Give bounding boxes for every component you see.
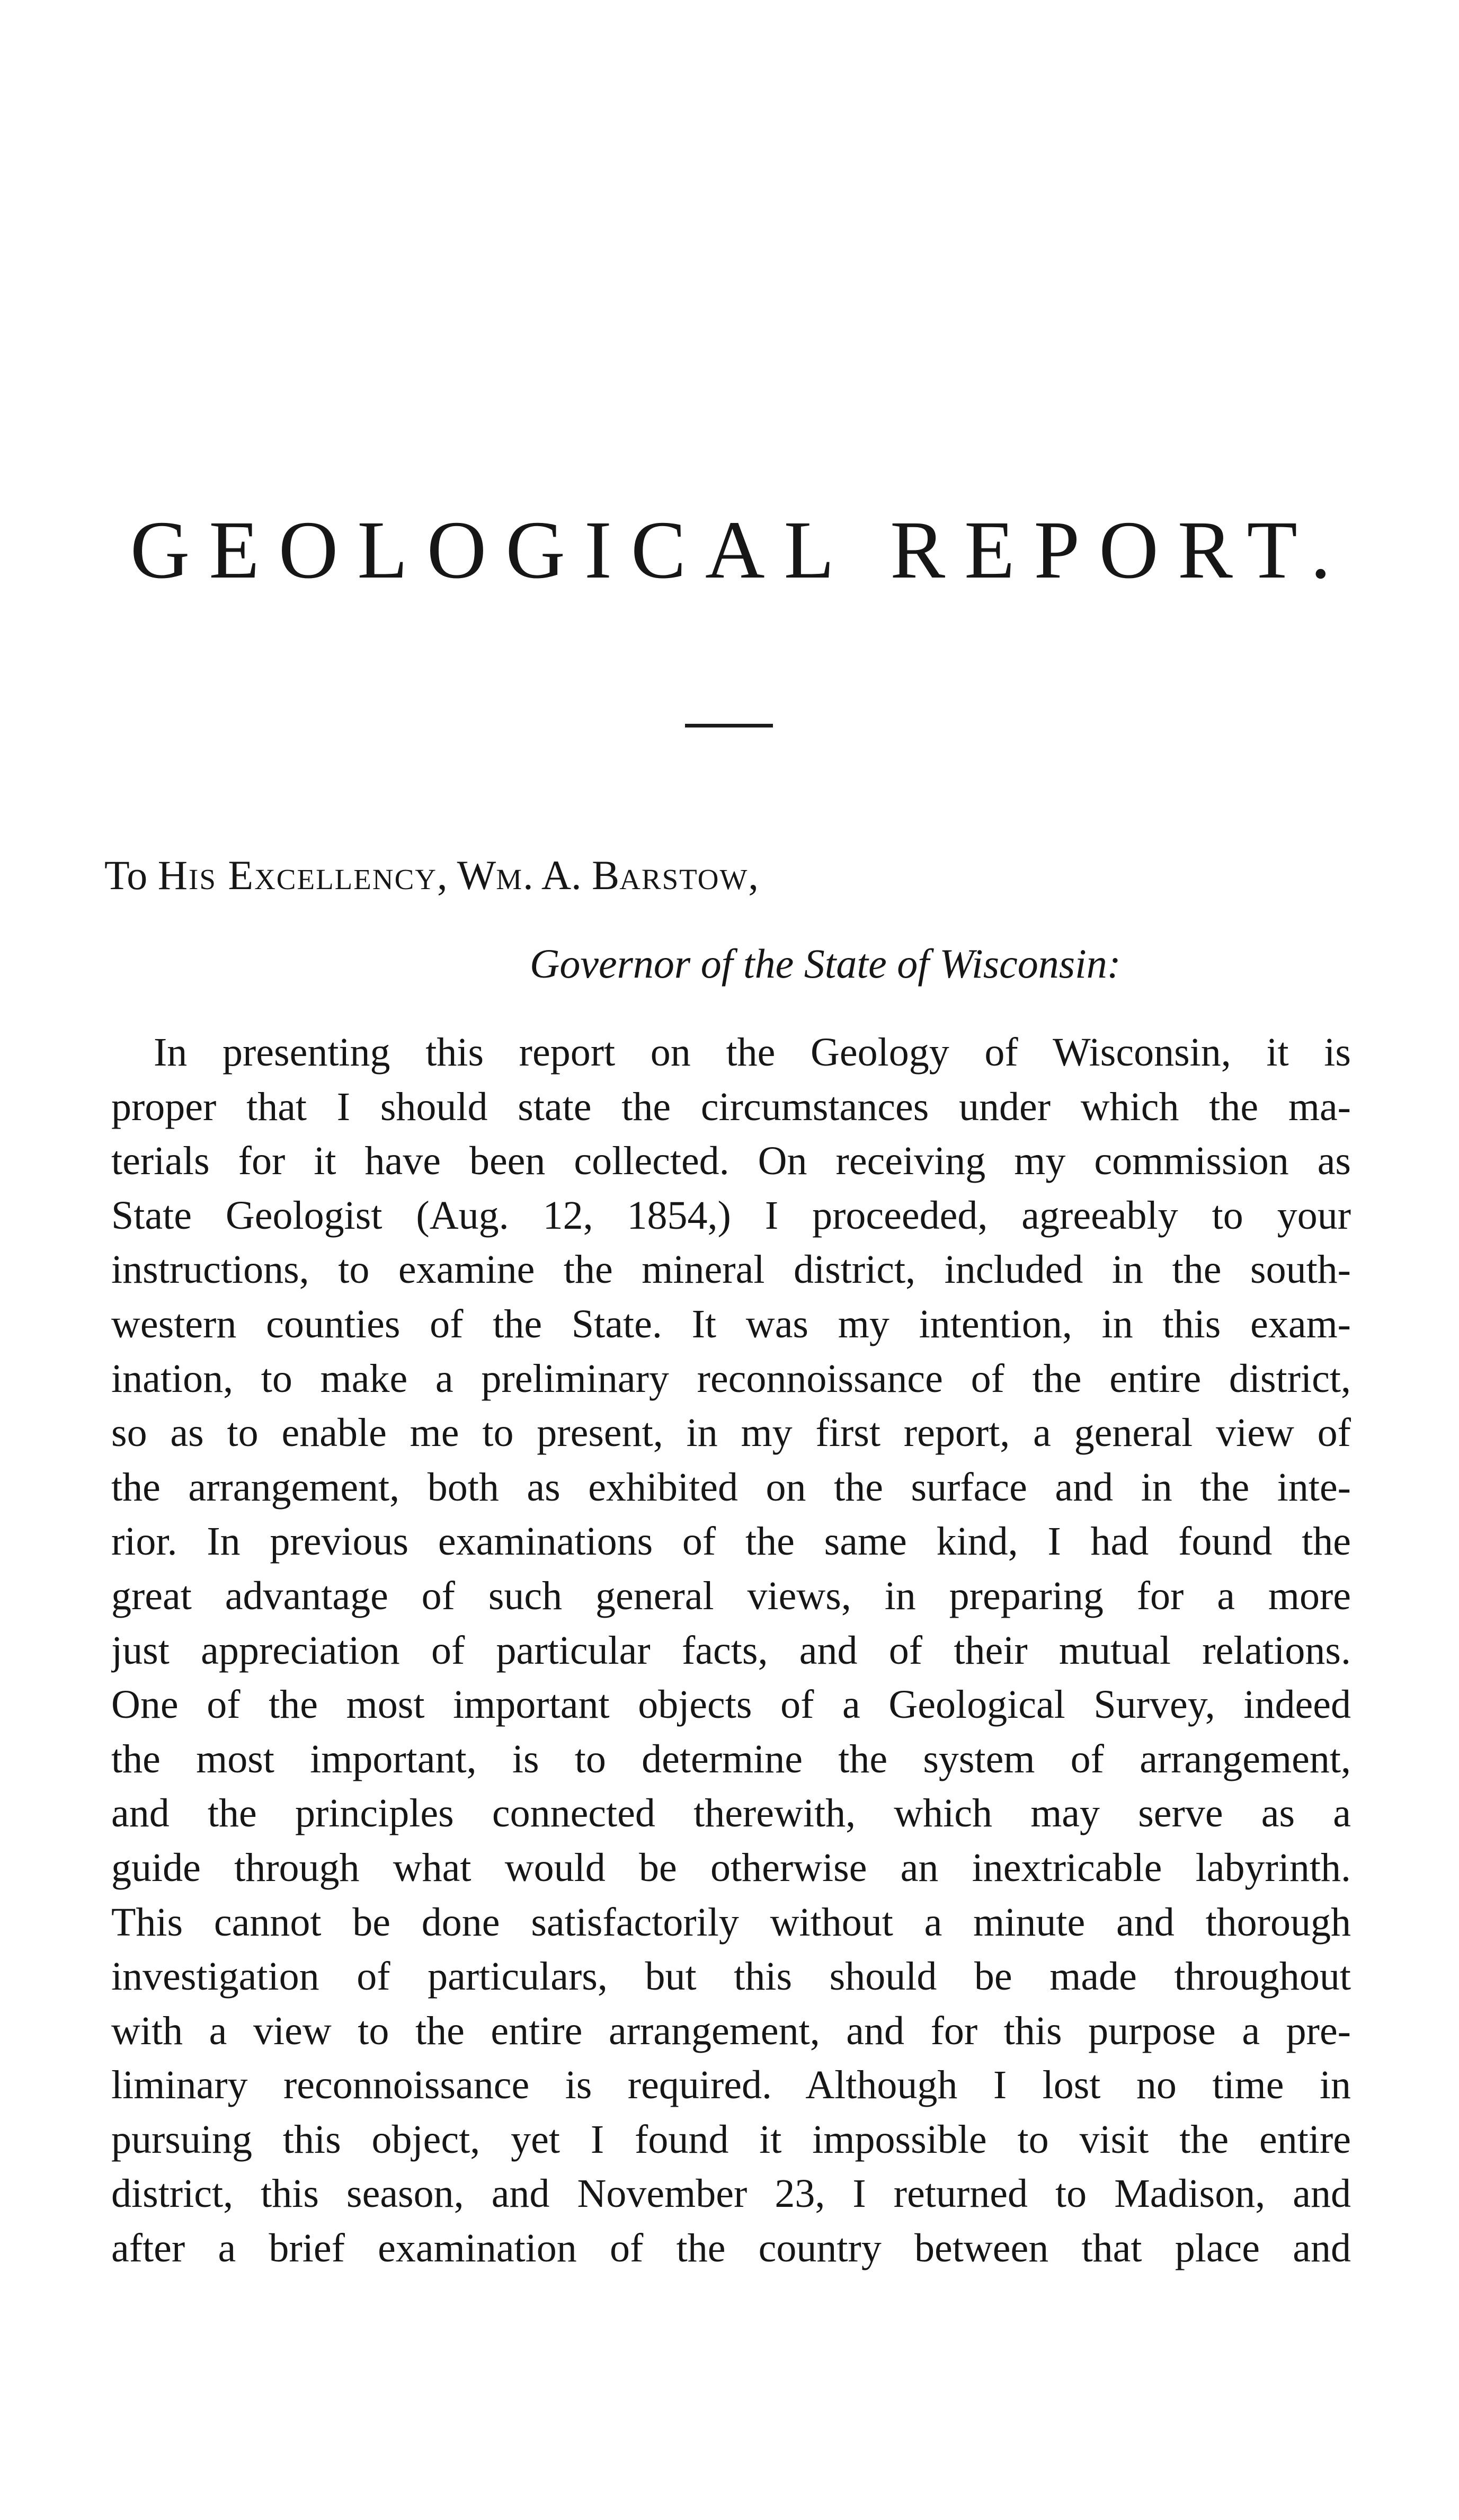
salutation-name-middle: . A. B	[523, 852, 620, 898]
body-line: district, this season, and November 23, I returned to Madison, and	[111, 2171, 1351, 2216]
body-line: western counties of the State. It was my intention, in this exam-	[111, 1301, 1351, 1346]
salutation-comma: ,	[437, 852, 457, 898]
body-line: after a brief examination of the country between that place and	[111, 2226, 1351, 2271]
body-line: State Geologist (Aug. 12, 1854,) I proceeded, agreeably to your	[111, 1193, 1351, 1238]
body-line: the most important, is to determine the system of arrangement,	[111, 1736, 1351, 1781]
salutation-end-comma: ,	[748, 852, 759, 898]
salutation-name-surname: arstow	[619, 852, 749, 898]
addressee-line: Governor of the State of Wisconsin:	[530, 940, 1121, 987]
salutation-prefix: To	[104, 852, 158, 898]
body-line: so as to enable me to present, in my first report, a general view of	[111, 1410, 1351, 1456]
body-line: One of the most important objects of a Geological Survey, indeed	[111, 1682, 1351, 1727]
body-line: just appreciation of particular facts, and of their mutual relations.	[111, 1628, 1351, 1673]
body-line: In presenting this report on the Geology of Wisconsin, it is	[154, 1030, 1351, 1075]
body-line: the arrangement, both as exhibited on the surface and in the inte-	[111, 1465, 1351, 1510]
body-line: This cannot be done satisfactorily without a minute and thorough	[111, 1900, 1351, 1945]
body-line: investigation of particulars, but this should be made throughout	[111, 1954, 1351, 1999]
title-divider	[685, 724, 773, 727]
body-line: instructions, to examine the mineral district, included in the south-	[111, 1247, 1351, 1292]
body-line: ination, to make a preliminary reconnoissance of the entire district,	[111, 1356, 1351, 1401]
body-line: proper that I should state the circumstances under which the ma-	[111, 1084, 1351, 1129]
salutation-name-lead: W	[457, 852, 496, 898]
salutation-line	[104, 852, 759, 898]
body-paragraph	[111, 1025, 1351, 2276]
body-line: great advantage of such general views, in preparing for a more	[111, 1573, 1351, 1618]
body-line: with a view to the entire arrangement, and for this purpose a pre-	[111, 2008, 1351, 2053]
body-line: and the principles connected therewith, which may serve as a	[111, 1791, 1351, 1836]
salutation-recipient: His Excellency	[157, 852, 437, 898]
salutation-name-abbrev: m	[496, 852, 523, 898]
body-line: pursuing this object, yet I found it impossible to visit the entire	[111, 2117, 1351, 2162]
body-line: rior. In previous examinations of the same kind, I had found the	[111, 1519, 1351, 1564]
body-line: guide through what would be otherwise an inextricable labyrinth.	[111, 1845, 1351, 1890]
page-title: GEOLOGICAL REPORT.	[130, 504, 1350, 596]
body-line: liminary reconnoissance is required. Although I lost no time in	[111, 2063, 1351, 2108]
body-line: terials for it have been collected. On receiving my commission as	[111, 1139, 1351, 1184]
